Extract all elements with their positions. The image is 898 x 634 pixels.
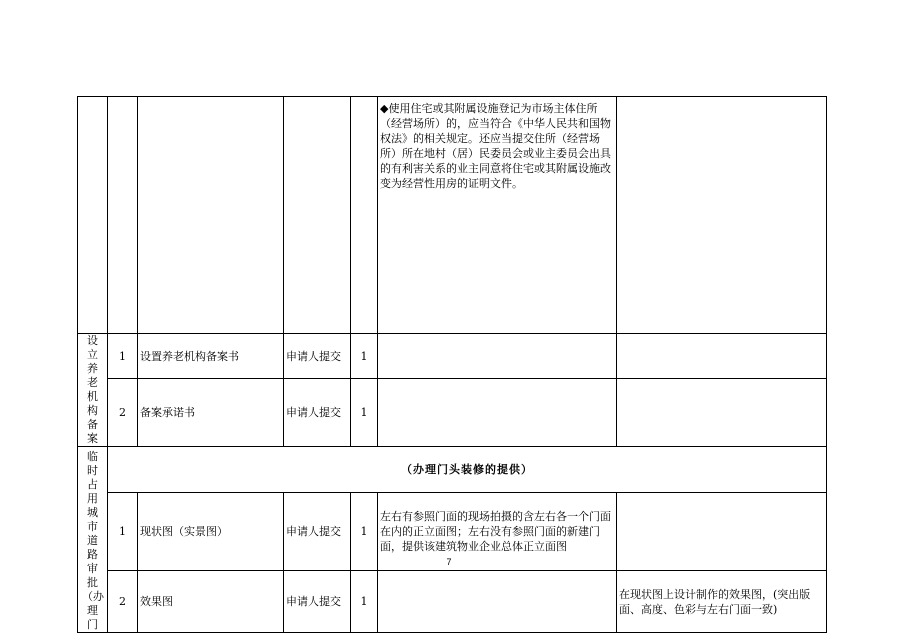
- num-cell: 1: [108, 492, 138, 571]
- notes-cell: [378, 571, 617, 633]
- table-row: [78, 334, 827, 379]
- table-row: [78, 379, 827, 447]
- count-cell: [351, 97, 378, 334]
- name-cell: 效果图: [138, 571, 284, 633]
- remark-cell: [617, 379, 827, 447]
- count-cell: 1: [351, 492, 378, 571]
- continuation-row: [78, 97, 827, 334]
- category-cell: [78, 334, 108, 447]
- notes-cell: 左右有参照门面的现场拍摄的含左右各一个门面在内的正立面图；左右没有参照门面的新建门面，提供该建筑物业企业总体正立面图: [378, 492, 617, 571]
- source-cell: 申请人提交: [284, 334, 351, 379]
- category-label: 设立养老机构备案: [87, 334, 98, 445]
- remark-cell: [617, 97, 827, 334]
- notes-text: ◆使用住宅或其附属设施登记为市场主体住所（经营场所）的，应当符合《中华人民共和国物权法》的相关规定。还应当提交住所（经营场所）所在地村（居）民委员会或业主委员会出具的有利害关系的业主同意将住宅或其附属设施改变为经营性用房的证明文件。: [380, 102, 611, 190]
- num-cell: 2: [108, 571, 138, 633]
- category-label: 临时占用城市道路审批（办理门: [82, 450, 104, 631]
- source-cell: 申请人提交: [284, 379, 351, 447]
- count-cell: 1: [351, 379, 378, 447]
- category-cell: [78, 97, 108, 334]
- source-cell: [284, 97, 351, 334]
- source-cell: 申请人提交: [284, 492, 351, 571]
- notes-cell: [378, 379, 617, 447]
- name-cell: 现状图（实景图）: [138, 492, 284, 571]
- page-number: 7: [446, 557, 452, 567]
- num-cell: 1: [108, 334, 138, 379]
- requirements-table: [77, 96, 827, 633]
- remark-cell: [617, 334, 827, 379]
- table-row: [78, 571, 827, 633]
- count-cell: 1: [351, 571, 378, 633]
- section-row: [78, 447, 827, 493]
- section-title: （办理门头装修的提供）: [108, 447, 827, 493]
- num-cell: [108, 97, 138, 334]
- notes-cell: [378, 97, 617, 334]
- name-cell: 备案承诺书: [138, 379, 284, 447]
- source-cell: 申请人提交: [284, 571, 351, 633]
- num-cell: 2: [108, 379, 138, 447]
- remark-cell: 在现状图上设计制作的效果图，(突出版面、高度、色彩与左右门面一致): [617, 571, 827, 633]
- name-cell: [138, 97, 284, 334]
- name-cell: 设置养老机构备案书: [138, 334, 284, 379]
- category-cell: [78, 447, 108, 633]
- notes-cell: [378, 334, 617, 379]
- count-cell: 1: [351, 334, 378, 379]
